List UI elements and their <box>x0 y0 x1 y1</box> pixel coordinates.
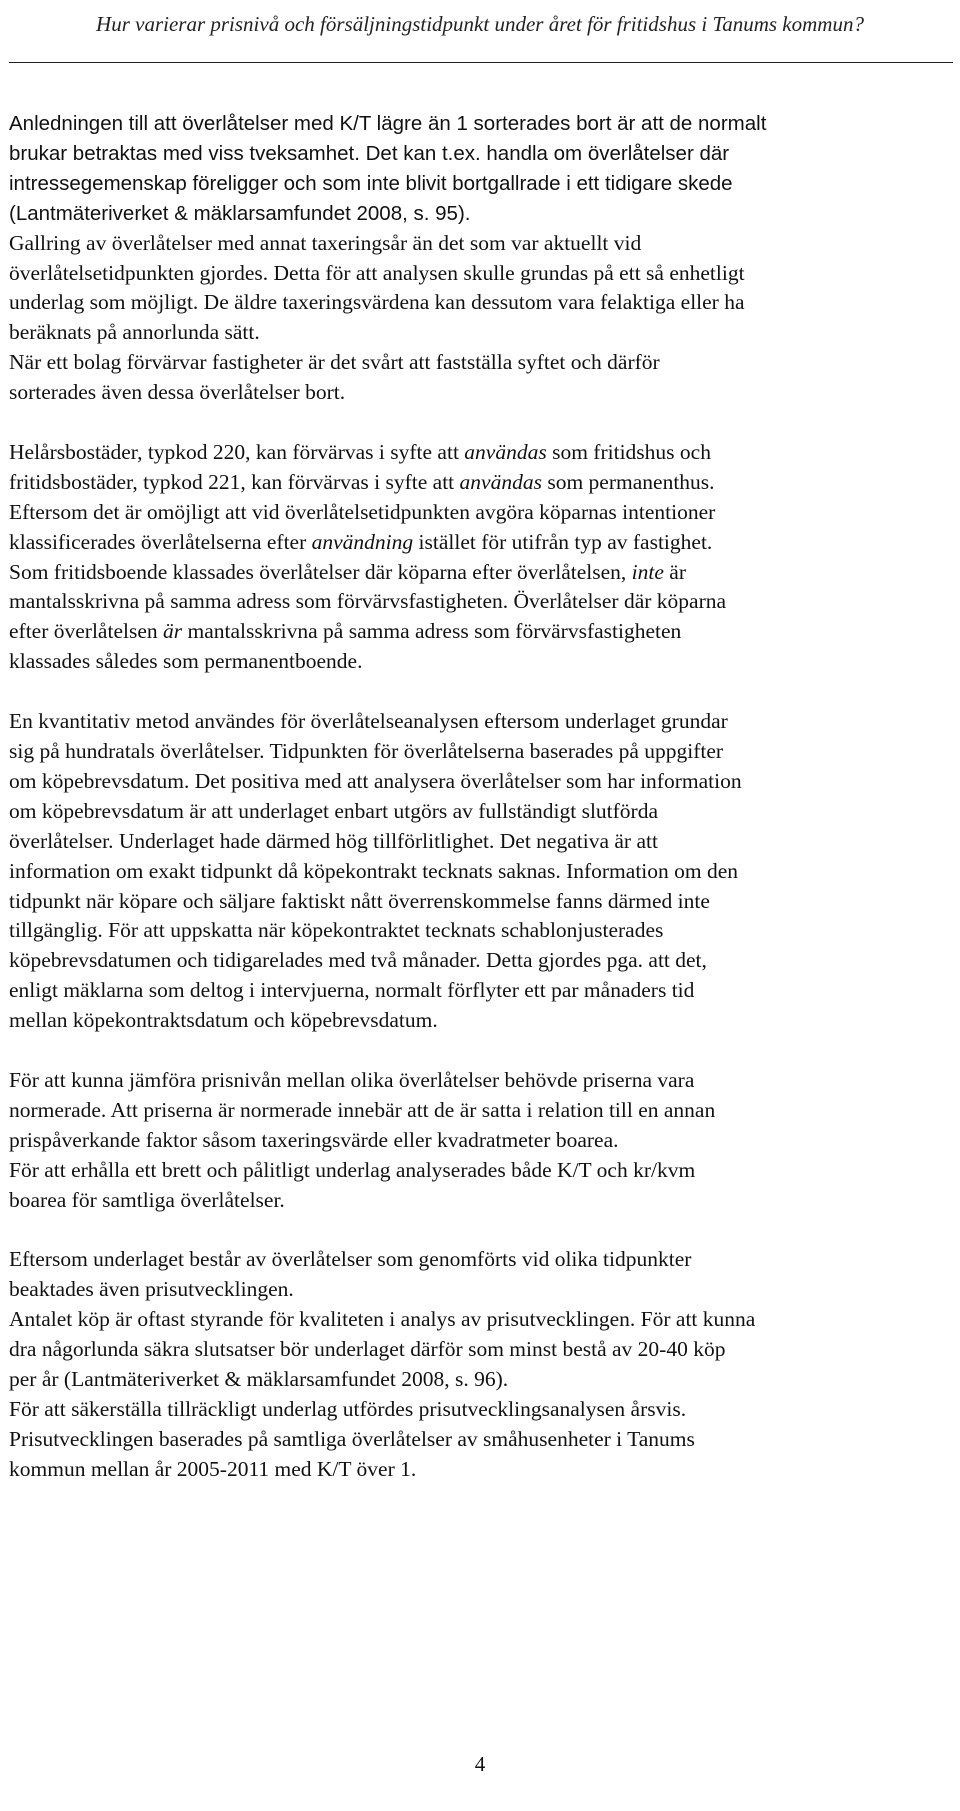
text-segment: dra någorlunda säkra slutsatser bör underlaget därför som minst bestå av 20-40 köp <box>9 1337 726 1362</box>
section-gap <box>9 1215 949 1245</box>
text-segment: Helårsbostäder, typkod 220, kan förvärvas i syfte att <box>9 439 465 464</box>
header-divider <box>9 62 953 63</box>
text-segment: För att säkerställa tillräckligt underlag utfördes prisutvecklingsanalysen årsvis. <box>9 1396 687 1421</box>
text-segment: som permanenthus. <box>541 469 715 494</box>
text-segment: En kvantitativ metod användes för överlåtelseanalysen eftersom underlaget grundar <box>9 709 728 734</box>
text-line <box>9 1395 949 1425</box>
text-line <box>9 707 949 737</box>
text-segment: mantalsskrivna på samma adress som förvärvsfastigheten. Överlåtelser där köparna <box>9 589 727 614</box>
text-segment: per år (Lantmäteriverket & mäklarsamfundet 2008, s. 96). <box>9 1367 509 1391</box>
text-line <box>9 498 949 528</box>
text-segment: fritidsbostäder, typkod 221, kan förvärvas i syfte att <box>9 469 460 494</box>
paragraph <box>9 1245 949 1305</box>
text-segment: överlåtelsetidpunkten gjordes. Detta för att analysen skulle grundas på ett så enhetligt <box>9 260 745 285</box>
paragraph <box>9 498 949 558</box>
text-line <box>9 737 949 767</box>
text-line <box>9 1126 949 1156</box>
text-segment: Som fritidsboende klassades överlåtelser där köparna efter överlåtelsen, <box>9 559 632 584</box>
text-line <box>9 1305 949 1335</box>
paragraph <box>9 348 949 408</box>
text-section <box>9 707 949 1036</box>
text-segment: prispåverkande faktor såsom taxeringsvärde eller kvadratmeter boarea. <box>9 1127 619 1152</box>
text-line <box>9 587 949 617</box>
text-line <box>9 288 949 318</box>
text-segment: För att erhålla ett brett och pålitligt underlag analyserades både K/T och kr/kvm <box>9 1157 696 1182</box>
emphasized-text: användas <box>464 439 547 464</box>
text-segment: istället för utifrån typ av fastighet. <box>413 529 713 554</box>
section-gap <box>9 408 949 438</box>
text-line <box>9 617 949 647</box>
paragraph <box>9 1305 949 1395</box>
text-line <box>9 169 949 199</box>
text-line <box>9 1066 949 1096</box>
text-line <box>9 827 949 857</box>
section-gap <box>9 1036 949 1066</box>
text-line <box>9 229 949 259</box>
text-line <box>9 1365 949 1395</box>
text-line <box>9 1455 949 1485</box>
text-line <box>9 528 949 558</box>
text-segment: För att kunna jämföra prisnivån mellan olika överlåtelser behövde priserna vara <box>9 1067 695 1092</box>
running-header: Hur varierar prisnivå och försäljningstidpunkt under året för fritidshus i Tanums kommun? <box>96 12 864 36</box>
section-gap <box>9 677 949 707</box>
paragraph <box>9 558 949 678</box>
text-section <box>9 438 949 677</box>
text-section <box>9 1245 949 1484</box>
text-line <box>9 259 949 289</box>
emphasized-text: är <box>163 619 183 644</box>
text-segment: (Lantmäteriverket & mäklarsamfundet 2008, s. 95). <box>9 201 471 225</box>
text-line <box>9 647 949 677</box>
text-line <box>9 348 949 378</box>
text-segment: köpebrevsdatumen och tidigarelades med två månader. Detta gjordes pga. att det, <box>9 948 707 973</box>
text-segment: Eftersom det är omöjligt att vid överlåtelsetidpunkten avgöra köparnas intentioner <box>9 499 716 524</box>
paragraph <box>9 1425 949 1485</box>
text-segment: intressegemenskap föreligger och som inte blivit bortgallrade i ett tidigare skede <box>9 171 733 195</box>
text-segment: om köpebrevsdatum är att underlaget enbart utgörs av fullständigt slutförda <box>9 798 658 823</box>
text-segment: När ett bolag förvärvar fastigheter är det svårt att fastställa syftet och därför <box>9 350 660 375</box>
text-segment: information om exakt tidpunkt då köpekontrakt tecknats saknas. Information om den <box>9 858 739 883</box>
paragraph <box>9 438 949 498</box>
emphasized-text: inte <box>631 559 664 584</box>
text-segment: tillgänglig. För att uppskatta när köpekontraktet tecknats schablonjusterades <box>9 918 664 943</box>
text-line <box>9 438 949 468</box>
text-line <box>9 767 949 797</box>
text-line <box>9 797 949 827</box>
text-section <box>9 109 949 408</box>
text-segment: kommun mellan år 2005-2011 med K/T över 1. <box>9 1456 417 1481</box>
text-segment: enligt mäklarna som deltog i intervjuerna, normalt förflyter ett par månaders tid <box>9 978 695 1003</box>
emphasized-text: användning <box>311 529 414 554</box>
text-segment: klassificerades överlåtelserna efter <box>9 529 312 554</box>
paragraph <box>9 707 949 1036</box>
text-line <box>9 1096 949 1126</box>
text-line <box>9 378 949 408</box>
emphasized-text: användas <box>459 469 542 494</box>
paragraph <box>9 1395 949 1425</box>
paragraph <box>9 1156 949 1216</box>
paragraph <box>9 229 949 349</box>
text-line <box>9 109 949 139</box>
text-segment: sorterades även dessa överlåtelser bort. <box>9 380 346 405</box>
document-body <box>9 109 949 1485</box>
text-line <box>9 1275 949 1305</box>
text-line <box>9 976 949 1006</box>
text-segment: underlag som möjligt. De äldre taxeringsvärdena kan dessutom vara felaktiga eller ha <box>9 290 745 315</box>
text-segment: beräknats på annorlunda sätt. <box>9 320 260 345</box>
text-segment: klassades således som permanentboende. <box>9 649 363 674</box>
text-segment: normerade. Att priserna är normerade innebär att de är satta i relation till en annan <box>9 1097 716 1122</box>
text-line <box>9 887 949 917</box>
page-number: 4 <box>474 1752 486 1776</box>
text-line <box>9 468 949 498</box>
text-line <box>9 916 949 946</box>
text-segment: om köpebrevsdatum. Det positiva med att analysera överlåtelser som har information <box>9 768 742 793</box>
text-line <box>9 318 949 348</box>
text-segment: mellan köpekontraktsdatum och köpebrevsdatum. <box>9 1008 438 1033</box>
text-segment: boarea för samtliga överlåtelser. <box>9 1187 285 1212</box>
text-segment: Anledningen till att överlåtelser med K/T lägre än 1 sorterades bort är att de normalt <box>9 112 767 135</box>
text-line <box>9 1156 949 1186</box>
text-segment: tidpunkt när köpare och säljare faktiskt nått överrenskommelse fanns därmed inte <box>9 888 710 913</box>
text-line <box>9 558 949 588</box>
text-segment: Eftersom underlaget består av överlåtelser som genomförts vid olika tidpunkter <box>9 1247 692 1272</box>
text-segment: efter överlåtelsen <box>9 619 163 644</box>
text-line <box>9 946 949 976</box>
text-segment: beaktades även prisutvecklingen. <box>9 1277 294 1302</box>
text-section <box>9 1066 949 1216</box>
text-segment: är <box>663 559 686 584</box>
text-segment: Prisutvecklingen baserades på samtliga överlåtelser av småhusenheter i Tanums <box>9 1426 695 1451</box>
paragraph <box>9 1066 949 1156</box>
text-line <box>9 1006 949 1036</box>
text-line <box>9 139 949 169</box>
text-line <box>9 1245 949 1275</box>
paragraph <box>9 109 949 229</box>
text-line <box>9 1335 949 1365</box>
text-line <box>9 857 949 887</box>
text-segment: mantalsskrivna på samma adress som förvärvsfastigheten <box>182 619 682 644</box>
text-line <box>9 199 949 229</box>
text-line <box>9 1186 949 1216</box>
text-segment: Antalet köp är oftast styrande för kvaliteten i analys av prisutvecklingen. För att kunna <box>9 1307 756 1332</box>
text-segment: Gallring av överlåtelser med annat taxeringsår än det som var aktuellt vid <box>9 230 642 255</box>
text-line <box>9 1425 949 1455</box>
text-segment: sig på hundratals överlåtelser. Tidpunkten för överlåtelserna baserades på uppgifter <box>9 739 724 763</box>
text-segment: överlåtelser. Underlaget hade därmed hög tillförlitlighet. Det negativa är att <box>9 828 658 853</box>
text-segment: brukar betraktas med viss tveksamhet. Det kan t.ex. handla om överlåtelser där <box>9 141 730 165</box>
text-segment: som fritidshus och <box>546 439 711 464</box>
